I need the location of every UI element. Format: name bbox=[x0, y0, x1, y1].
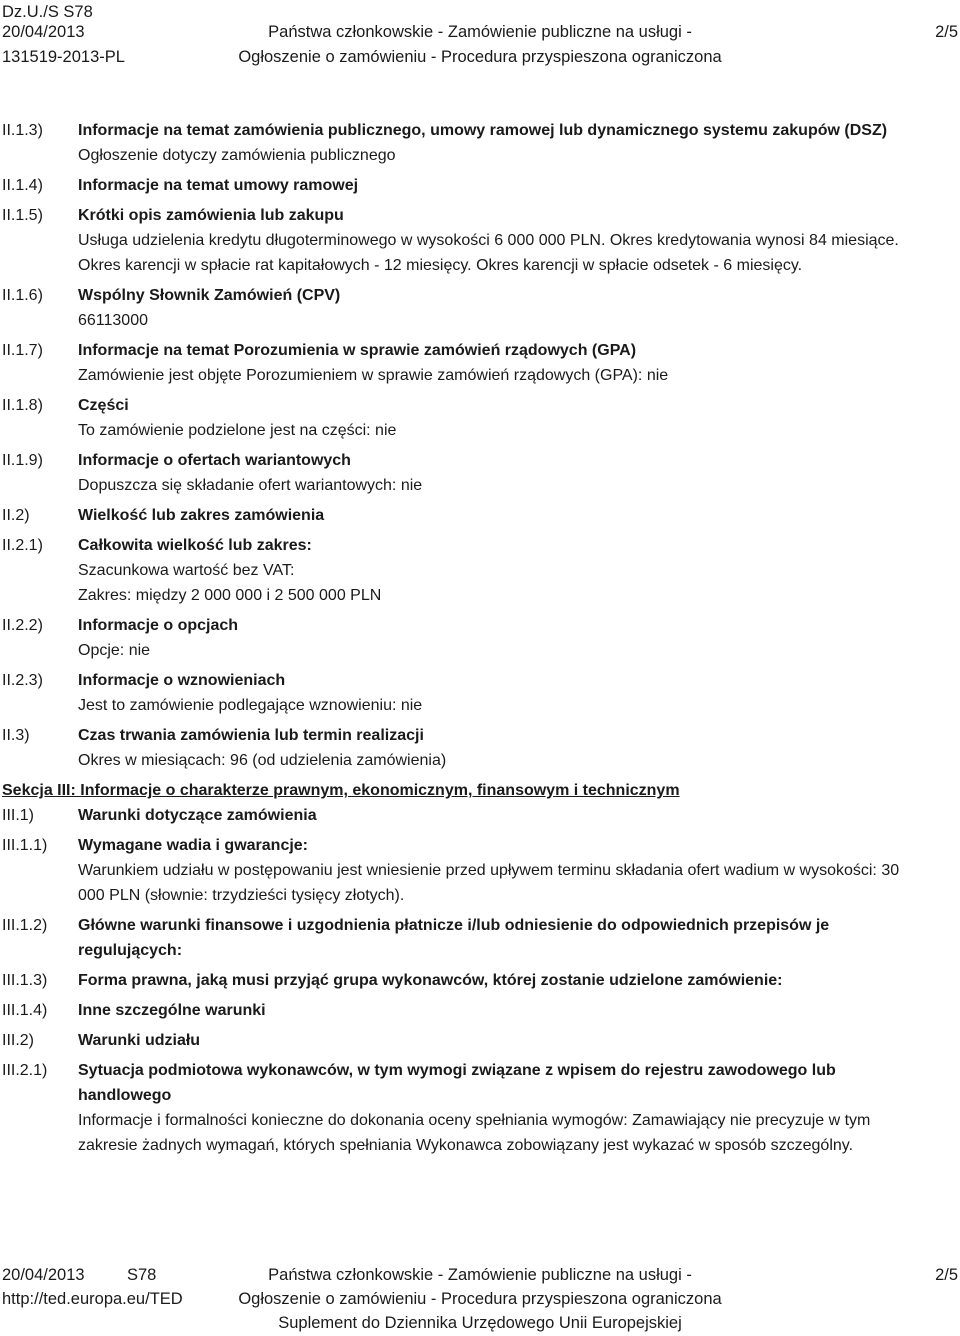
item-content bbox=[78, 723, 960, 773]
section-item bbox=[0, 723, 960, 773]
item-heading: Całkowita wielkość lub zakres: bbox=[78, 537, 312, 554]
item-heading: Krótki opis zamówienia lub zakupu bbox=[78, 207, 344, 224]
section-item bbox=[0, 668, 960, 718]
item-heading: Główne warunki finansowe i uzgodnienia płatnicze i/lub odniesienie do odpowiednich przepisów je regulujących: bbox=[78, 917, 830, 959]
item-content bbox=[78, 613, 960, 663]
header-title-line1: Państwa członkowskie - Zamówienie publiczne na usługi - bbox=[268, 23, 692, 41]
footer-issue: S78 bbox=[127, 1266, 157, 1284]
item-number: III.1) bbox=[2, 807, 35, 824]
item-text: Szacunkowa wartość bez VAT: bbox=[78, 562, 295, 579]
section-item bbox=[0, 393, 960, 443]
item-heading: Informacje na temat zamówienia publicznego, umowy ramowej lub dynamicznego systemu zakupów (DSZ) bbox=[78, 122, 888, 139]
item-heading: Czas trwania zamówienia lub termin realizacji bbox=[78, 727, 424, 744]
section-item bbox=[0, 1028, 960, 1053]
section-2-items bbox=[0, 118, 960, 773]
item-number: II.2.1) bbox=[2, 537, 43, 554]
item-text: Dopuszcza się składanie ofert wariantowych: nie bbox=[78, 477, 423, 494]
item-text: Opcje: nie bbox=[78, 642, 151, 659]
item-heading: Informacje o wznowieniach bbox=[78, 672, 286, 689]
section-item bbox=[0, 833, 960, 908]
section-item bbox=[0, 283, 960, 333]
header-title-line2: Ogłoszenie o zamówieniu - Procedura przyspieszona ograniczona bbox=[238, 48, 722, 66]
item-number: II.1.5) bbox=[2, 207, 43, 224]
header-date: 20/04/2013 bbox=[2, 23, 85, 41]
item-number: III.1.1) bbox=[2, 837, 48, 854]
section-3-items bbox=[0, 803, 960, 1158]
item-content bbox=[78, 833, 960, 908]
section-item bbox=[0, 448, 960, 498]
section-item bbox=[0, 913, 960, 963]
item-text: Ogłoszenie dotyczy zamówienia publicznego bbox=[78, 147, 396, 164]
section-item bbox=[0, 118, 960, 168]
item-number: II.1.3) bbox=[2, 122, 43, 139]
item-content bbox=[78, 968, 960, 993]
item-heading: Sytuacja podmiotowa wykonawców, w tym wymogi związane z wpisem do rejestru zawodowego lub handlowego bbox=[78, 1062, 836, 1104]
item-heading: Informacje o opcjach bbox=[78, 617, 239, 634]
item-text: To zamówienie podzielone jest na części: nie bbox=[78, 422, 397, 439]
footer-title-line3: Suplement do Dziennika Urzędowego Unii Europejskiej bbox=[278, 1314, 682, 1332]
section-item bbox=[0, 1058, 960, 1158]
section-item bbox=[0, 803, 960, 828]
section-item bbox=[0, 203, 960, 278]
item-content bbox=[78, 173, 960, 198]
item-number: II.2) bbox=[2, 507, 30, 524]
section-3-title: Sekcja III: Informacje o charakterze prawnym, ekonomicznym, finansowym i technicznym bbox=[2, 782, 680, 799]
footer-title-line2: Ogłoszenie o zamówieniu - Procedura przyspieszona ograniczona bbox=[238, 1290, 722, 1308]
item-content bbox=[78, 203, 960, 278]
item-content bbox=[78, 338, 960, 388]
item-content bbox=[78, 913, 960, 963]
item-content bbox=[78, 803, 960, 828]
item-number: II.1.7) bbox=[2, 342, 43, 359]
section-item bbox=[0, 173, 960, 198]
item-content bbox=[78, 393, 960, 443]
item-number: II.1.4) bbox=[2, 177, 43, 194]
item-content bbox=[78, 668, 960, 718]
item-text: Okres w miesiącach: 96 (od udzielenia zamówienia) bbox=[78, 752, 447, 769]
item-number: II.2.2) bbox=[2, 617, 43, 634]
section-item bbox=[0, 503, 960, 528]
item-content bbox=[78, 503, 960, 528]
footer-url: http://ted.europa.eu/TED bbox=[2, 1290, 183, 1308]
section-item bbox=[0, 998, 960, 1023]
item-number: II.1.9) bbox=[2, 452, 43, 469]
item-text: 66113000 bbox=[78, 312, 148, 329]
item-text: Informacje i formalności konieczne do dokonania oceny spełniania wymogów: Zamawiający nie precyzuje w tym zakresie żadnych wymagań, których spełniania Wykonawca zobowiązany jest wykazać w sposób szczególny. bbox=[78, 1112, 871, 1154]
item-text: Zakres: między 2 000 000 i 2 500 000 PLN bbox=[78, 587, 382, 604]
item-text: Usługa udzielenia kredytu długoterminowego w wysokości 6 000 000 PLN. Okres kredytowania wynosi 84 miesiące. Okres karencji w spłacie rat kapitałowych - 12 miesięcy. Okres karencji w spłacie odsetek - 6 miesięcy. bbox=[78, 232, 899, 274]
item-content bbox=[78, 1058, 960, 1158]
section-item bbox=[0, 338, 960, 388]
item-text: Jest to zamówienie podlegające wznowieniu: nie bbox=[78, 697, 423, 714]
document-id: 131519-2013-PL bbox=[2, 48, 125, 66]
item-text: Zamówienie jest objęte Porozumieniem w sprawie zamówień rządowych (GPA): nie bbox=[78, 367, 669, 384]
item-heading: Warunki udziału bbox=[78, 1032, 201, 1049]
item-number: III.2) bbox=[2, 1032, 35, 1049]
page-footer bbox=[0, 1263, 960, 1334]
item-heading: Informacje na temat umowy ramowej bbox=[78, 177, 359, 194]
item-heading: Informacje o ofertach wariantowych bbox=[78, 452, 351, 469]
item-content bbox=[78, 283, 960, 333]
item-number: II.2.3) bbox=[2, 672, 43, 689]
item-number: II.3) bbox=[2, 727, 30, 744]
section-item bbox=[0, 533, 960, 608]
page-header bbox=[0, 0, 960, 75]
item-content bbox=[78, 1028, 960, 1053]
item-number: II.1.6) bbox=[2, 287, 43, 304]
item-content bbox=[78, 448, 960, 498]
item-number: III.2.1) bbox=[2, 1062, 48, 1079]
footer-title-line1: Państwa członkowskie - Zamówienie publiczne na usługi - bbox=[268, 1266, 692, 1284]
item-heading: Warunki dotyczące zamówienia bbox=[78, 807, 317, 824]
item-number: III.1.3) bbox=[2, 972, 48, 989]
item-number: III.1.4) bbox=[2, 1002, 48, 1019]
item-text: Warunkiem udziału w postępowaniu jest wniesienie przed upływem terminu składania ofert wadium w wysokości: 30 000 PLN (słownie: trzydzieści tysięcy złotych). bbox=[78, 862, 900, 904]
item-content bbox=[78, 533, 960, 608]
item-content bbox=[78, 998, 960, 1023]
item-heading: Inne szczególne warunki bbox=[78, 1002, 266, 1019]
item-heading: Wymagane wadia i gwarancje: bbox=[78, 837, 309, 854]
item-content bbox=[78, 118, 960, 168]
item-number: II.1.8) bbox=[2, 397, 43, 414]
document-body bbox=[0, 118, 960, 1163]
item-heading: Wielkość lub zakres zamówienia bbox=[78, 507, 325, 524]
journal-ref: Dz.U./S S78 bbox=[2, 3, 93, 21]
section-item bbox=[0, 613, 960, 663]
section-item bbox=[0, 968, 960, 993]
header-page-number: 2/5 bbox=[935, 23, 958, 41]
item-heading: Wspólny Słownik Zamówień (CPV) bbox=[78, 287, 341, 304]
item-heading: Forma prawna, jaką musi przyjąć grupa wykonawców, której zostanie udzielone zamówienie: bbox=[78, 972, 783, 989]
item-number: III.1.2) bbox=[2, 917, 48, 934]
footer-page-number: 2/5 bbox=[935, 1266, 958, 1284]
item-heading: Części bbox=[78, 397, 129, 414]
footer-date: 20/04/2013 bbox=[2, 1266, 85, 1284]
item-heading: Informacje na temat Porozumienia w sprawie zamówień rządowych (GPA) bbox=[78, 342, 637, 359]
